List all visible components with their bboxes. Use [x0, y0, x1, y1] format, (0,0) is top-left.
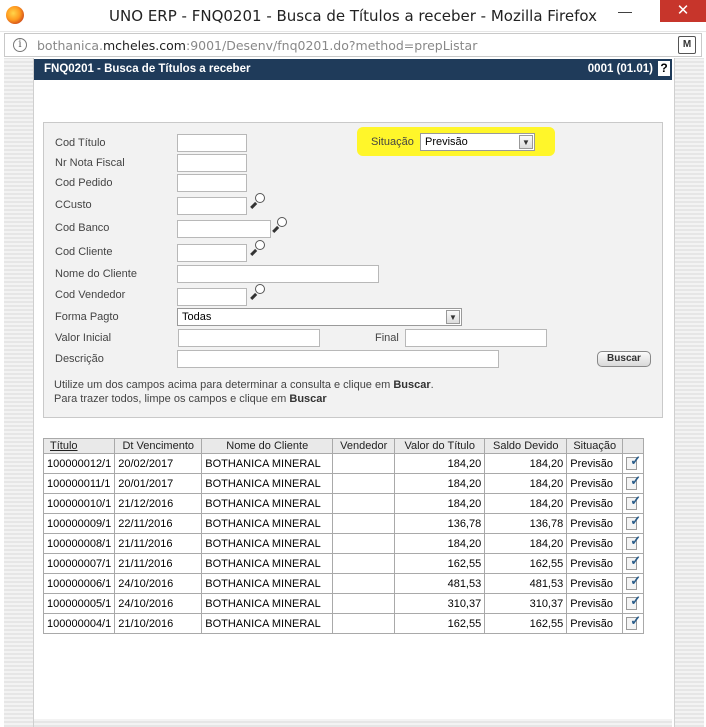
cod-banco-search-icon[interactable] [271, 217, 289, 235]
cell-vencimento: 24/10/2016 [115, 594, 202, 614]
cell-cliente: BOTHANICA MINERAL [202, 574, 333, 594]
cell-vendedor [333, 494, 395, 514]
valor-inicial-input[interactable] [178, 329, 320, 347]
cell-vendedor [333, 514, 395, 534]
table-row[interactable] [44, 554, 644, 574]
valor-inicial-label: Valor Inicial [55, 332, 112, 344]
cell-valor: 184,20 [395, 474, 485, 494]
window-title: UNO ERP - FNQ0201 - Busca de Títulos a receber - Mozilla Firefox [109, 7, 597, 25]
cell-vencimento: 21/12/2016 [115, 494, 202, 514]
nr-nota-fiscal-label: Nr Nota Fiscal [55, 157, 125, 169]
table-row[interactable] [44, 474, 644, 494]
cell-vencimento: 20/02/2017 [115, 454, 202, 474]
cell-vencimento: 20/01/2017 [115, 474, 202, 494]
col-situacao[interactable]: Situação [567, 439, 623, 454]
cell-titulo: 100000007/1 [44, 554, 115, 574]
nome-cliente-label: Nome do Cliente [55, 268, 137, 280]
cell-situacao: Previsão [567, 454, 623, 474]
window-titlebar [0, 0, 706, 32]
descricao-label: Descrição [55, 353, 104, 365]
cell-valor: 162,55 [395, 554, 485, 574]
row-action-cell[interactable] [623, 574, 644, 594]
cell-vendedor [333, 534, 395, 554]
left-frame [4, 58, 34, 727]
cod-pedido-label: Cod Pedido [55, 177, 113, 189]
table-row[interactable] [44, 594, 644, 614]
descricao-input[interactable] [177, 350, 499, 368]
cell-saldo: 184,20 [485, 494, 567, 514]
cell-titulo: 100000008/1 [44, 534, 115, 554]
cell-situacao: Previsão [567, 514, 623, 534]
cell-cliente: BOTHANICA MINERAL [202, 514, 333, 534]
cod-banco-input[interactable] [177, 220, 271, 238]
cell-titulo: 100000010/1 [44, 494, 115, 514]
row-action-cell[interactable] [623, 494, 644, 514]
minimize-button[interactable]: — [618, 3, 632, 19]
cell-saldo: 310,37 [485, 594, 567, 614]
forma-pagto-label: Forma Pagto [55, 311, 119, 323]
situacao-select[interactable] [420, 133, 535, 151]
select-check-icon[interactable]: ✓ [625, 615, 641, 631]
nr-nota-fiscal-input[interactable] [177, 154, 247, 172]
cell-vendedor [333, 454, 395, 474]
cell-saldo: 136,78 [485, 514, 567, 534]
url-text[interactable]: bothanica.mcheles.com:9001/Desenv/fnq0201.do?method=prepListar [37, 38, 478, 53]
cell-saldo: 162,55 [485, 614, 567, 634]
app-header [34, 59, 672, 80]
cell-saldo: 184,20 [485, 534, 567, 554]
cell-vendedor [333, 574, 395, 594]
cell-vencimento: 21/10/2016 [115, 614, 202, 634]
table-row[interactable] [44, 494, 644, 514]
cell-titulo: 100000006/1 [44, 574, 115, 594]
cod-titulo-label: Cod Título [55, 137, 106, 149]
cod-cliente-search-icon[interactable] [249, 240, 267, 258]
search-form-panel [43, 122, 663, 418]
cod-cliente-input[interactable] [177, 244, 247, 262]
cell-valor: 184,20 [395, 494, 485, 514]
cell-situacao: Previsão [567, 554, 623, 574]
cell-situacao: Previsão [567, 574, 623, 594]
select-check-icon[interactable]: ✓ [625, 575, 641, 591]
cell-cliente: BOTHANICA MINERAL [202, 494, 333, 514]
cell-valor: 481,53 [395, 574, 485, 594]
results-table [43, 438, 644, 634]
cell-cliente: BOTHANICA MINERAL [202, 554, 333, 574]
cell-titulo: 100000004/1 [44, 614, 115, 634]
col-vencimento[interactable]: Dt Vencimento [115, 439, 202, 454]
select-check-icon[interactable]: ✓ [625, 455, 641, 471]
cell-valor: 184,20 [395, 454, 485, 474]
ccusto-input[interactable] [177, 197, 247, 215]
cell-saldo: 184,20 [485, 474, 567, 494]
version-label: 0001 (01.01) [587, 63, 653, 75]
hint-line-1: Utilize um dos campos acima para determinar a consulta e clique em Buscar. [54, 379, 434, 391]
cell-situacao: Previsão [567, 594, 623, 614]
cell-situacao: Previsão [567, 534, 623, 554]
forma-pagto-value: Todas [182, 311, 212, 323]
close-button[interactable]: ✕ [660, 0, 706, 22]
bottom-frame [34, 719, 672, 727]
cell-valor: 136,78 [395, 514, 485, 534]
col-vendedor[interactable]: Vendedor [333, 439, 395, 454]
cod-vendedor-label: Cod Vendedor [55, 289, 126, 301]
cell-cliente: BOTHANICA MINERAL [202, 474, 333, 494]
help-icon[interactable]: ? [658, 61, 670, 76]
col-cliente[interactable]: Nome do Cliente [202, 439, 333, 454]
col-saldo[interactable]: Saldo Devido [485, 439, 567, 454]
buscar-button[interactable]: Buscar [597, 351, 651, 367]
cod-banco-label: Cod Banco [55, 222, 110, 234]
cod-pedido-input[interactable] [177, 174, 247, 192]
table-row[interactable] [44, 454, 644, 474]
hint-line-2: Para trazer todos, limpe os campos e clique em Buscar [54, 393, 327, 405]
cod-vendedor-input[interactable] [177, 288, 247, 306]
cell-titulo: 100000005/1 [44, 594, 115, 614]
cell-vendedor [333, 474, 395, 494]
select-check-icon[interactable]: ✓ [625, 595, 641, 611]
cell-vencimento: 21/11/2016 [115, 534, 202, 554]
row-action-cell[interactable] [623, 614, 644, 634]
situacao-label: Situação [371, 136, 414, 148]
cell-cliente: BOTHANICA MINERAL [202, 454, 333, 474]
cell-cliente: BOTHANICA MINERAL [202, 594, 333, 614]
cell-vendedor [333, 614, 395, 634]
table-row[interactable] [44, 574, 644, 594]
situacao-value: Previsão [425, 136, 468, 148]
address-bar[interactable] [4, 33, 702, 57]
reader-view-icon[interactable]: M [678, 36, 696, 54]
table-row[interactable] [44, 614, 644, 634]
cell-situacao: Previsão [567, 474, 623, 494]
cell-vencimento: 21/11/2016 [115, 554, 202, 574]
cell-valor: 310,37 [395, 594, 485, 614]
cell-situacao: Previsão [567, 494, 623, 514]
cell-saldo: 162,55 [485, 554, 567, 574]
select-check-icon[interactable]: ✓ [625, 495, 641, 511]
table-row[interactable] [44, 514, 644, 534]
cell-cliente: BOTHANICA MINERAL [202, 534, 333, 554]
cell-vencimento: 22/11/2016 [115, 514, 202, 534]
select-check-icon[interactable]: ✓ [625, 555, 641, 571]
row-action-cell[interactable] [623, 554, 644, 574]
nome-cliente-input[interactable] [177, 265, 379, 283]
cell-vendedor [333, 554, 395, 574]
cell-cliente: BOTHANICA MINERAL [202, 614, 333, 634]
row-action-cell[interactable] [623, 514, 644, 534]
forma-pagto-select[interactable] [177, 308, 462, 326]
cell-saldo: 184,20 [485, 454, 567, 474]
right-frame [674, 58, 704, 727]
select-check-icon[interactable]: ✓ [625, 535, 641, 551]
table-row[interactable] [44, 534, 644, 554]
cell-valor: 184,20 [395, 534, 485, 554]
cod-titulo-input[interactable] [177, 134, 247, 152]
info-icon[interactable]: i [13, 38, 27, 52]
cell-vendedor [333, 594, 395, 614]
col-titulo[interactable]: Título [44, 439, 115, 454]
row-action-cell[interactable] [623, 454, 644, 474]
cod-cliente-label: Cod Cliente [55, 246, 113, 258]
row-action-cell[interactable] [623, 594, 644, 614]
col-action [623, 439, 644, 454]
select-check-icon[interactable]: ✓ [625, 515, 641, 531]
col-valor[interactable]: Valor do Título [395, 439, 485, 454]
valor-final-label: Final [375, 332, 399, 344]
cell-situacao: Previsão [567, 614, 623, 634]
ccusto-label: CCusto [55, 199, 92, 211]
cell-titulo: 100000012/1 [44, 454, 115, 474]
row-action-cell[interactable] [623, 474, 644, 494]
valor-final-input[interactable] [405, 329, 547, 347]
cell-titulo: 100000011/1 [44, 474, 115, 494]
table-header-row [44, 439, 644, 454]
page-title: FNQ0201 - Busca de Títulos a receber [44, 63, 251, 75]
chevron-down-icon[interactable]: ▼ [446, 310, 460, 324]
cell-saldo: 481,53 [485, 574, 567, 594]
select-check-icon[interactable]: ✓ [625, 475, 641, 491]
cell-titulo: 100000009/1 [44, 514, 115, 534]
cell-valor: 162,55 [395, 614, 485, 634]
chevron-down-icon[interactable]: ▼ [519, 135, 533, 149]
cod-vendedor-search-icon[interactable] [249, 284, 267, 302]
ccusto-search-icon[interactable] [249, 193, 267, 211]
row-action-cell[interactable] [623, 534, 644, 554]
cell-vencimento: 24/10/2016 [115, 574, 202, 594]
